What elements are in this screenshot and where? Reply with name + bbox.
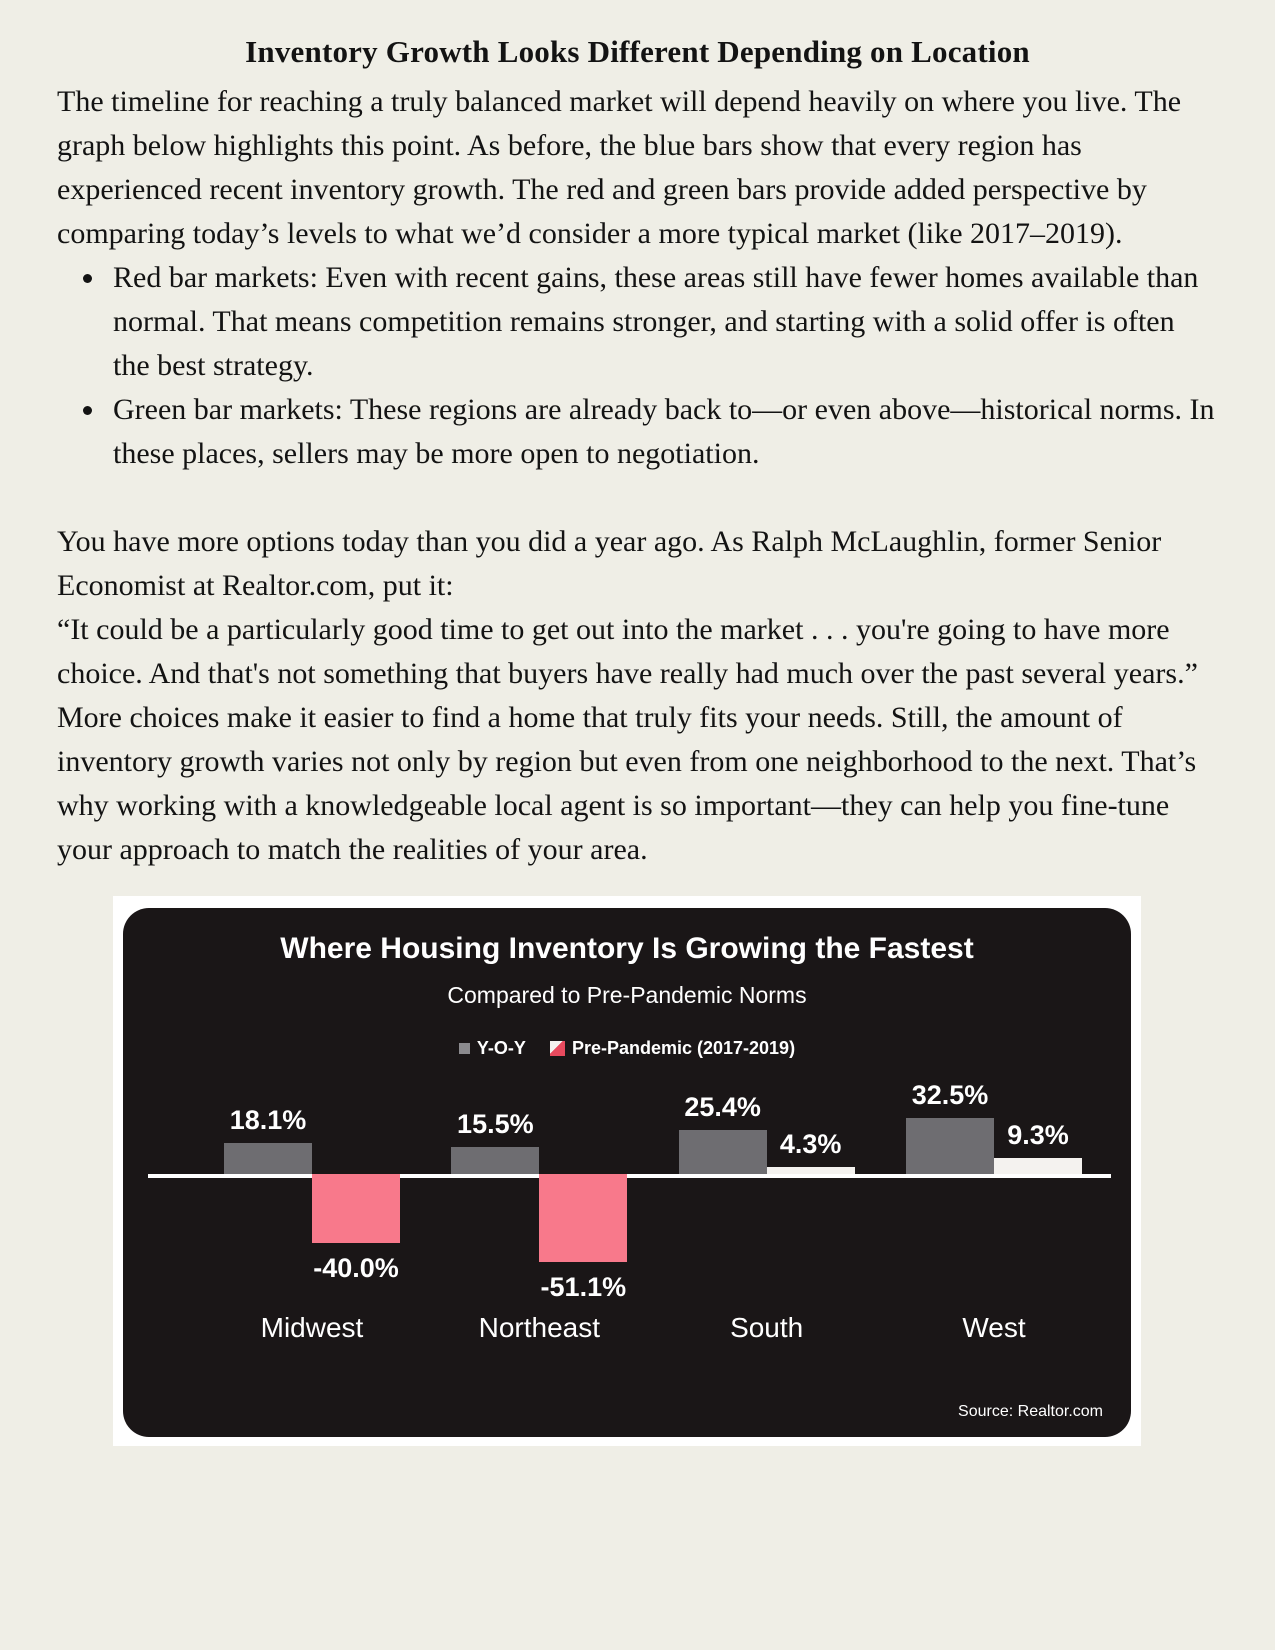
bar-value-label: -51.1% bbox=[540, 1271, 627, 1302]
bar bbox=[906, 1118, 994, 1174]
chart-title: Where Housing Inventory Is Growing the Fastest bbox=[280, 932, 974, 965]
bar bbox=[994, 1158, 1082, 1174]
inventory-chart bbox=[123, 908, 1131, 1437]
legend-item-prepandemic bbox=[550, 1038, 795, 1059]
bar-column bbox=[679, 1076, 767, 1300]
x-axis-label: Midwest bbox=[260, 1312, 364, 1343]
bar-value-label: -40.0% bbox=[313, 1252, 399, 1283]
list-item: • Green bar markets: These regions are already back to—or even above—historical norms. In these places, sellers may be more open to negotiation. bbox=[107, 388, 1218, 476]
article-title: Inventory Growth Looks Different Depending on Location bbox=[245, 34, 1030, 69]
bullet-list bbox=[57, 256, 1218, 476]
chart-plot bbox=[123, 1076, 1131, 1300]
prepandemic-legend-marker-icon bbox=[550, 1041, 565, 1056]
bar-value-label: 25.4% bbox=[684, 1092, 761, 1123]
bar bbox=[539, 1174, 627, 1262]
bar bbox=[224, 1143, 312, 1174]
bar-column bbox=[994, 1076, 1082, 1300]
bar bbox=[767, 1167, 855, 1174]
chart-legend bbox=[123, 1036, 1131, 1060]
yoy-legend-marker-icon bbox=[459, 1043, 470, 1054]
x-axis-label: Northeast bbox=[478, 1312, 601, 1343]
x-axis-label: South bbox=[730, 1312, 804, 1343]
chart-subtitle: Compared to Pre-Pandemic Norms bbox=[447, 982, 807, 1008]
body-paragraph: More choices make it easier to find a home that truly fits your needs. Still, the amount of inventory growth varies not only by region but even from one neighborhood to the next. That’s why working with a knowledgeable local agent is so important—they can help you fine-tune your approach to match the realities of your area. bbox=[57, 701, 1197, 866]
list-item: • Red bar markets: Even with recent gains, these areas still have fewer homes available than normal. That means competition remains stronger, and starting with a solid offer is often the best strategy. bbox=[107, 256, 1218, 388]
bar bbox=[312, 1174, 400, 1243]
bar-column bbox=[224, 1076, 312, 1300]
legend-item-yoy bbox=[459, 1038, 526, 1059]
chart-figure bbox=[113, 896, 1141, 1446]
bar-value-label: 9.3% bbox=[1007, 1120, 1069, 1151]
bar-column bbox=[539, 1076, 627, 1300]
bar-value-label: 15.5% bbox=[457, 1109, 534, 1140]
legend-label-prepandemic: Pre-Pandemic (2017-2019) bbox=[571, 1037, 796, 1058]
x-axis-label: West bbox=[962, 1312, 1026, 1343]
bar bbox=[451, 1147, 539, 1174]
bar-column bbox=[767, 1076, 855, 1300]
bar-value-label: 18.1% bbox=[229, 1104, 307, 1135]
bar-group bbox=[224, 1076, 400, 1300]
bar-group bbox=[451, 1076, 627, 1300]
intro-paragraph: The timeline for reaching a truly balanced market will depend heavily on where you live. The graph below highlights this point. As before, the blue bars show that every region has experienced recent inventory growth. The red and green bars provide added perspective by comparing today’s levels to what we’d consider a more typical market (like 2017–2019). bbox=[57, 85, 1182, 250]
bar-group bbox=[679, 1076, 855, 1300]
chart-source: Source: Realtor.com bbox=[958, 1403, 1103, 1420]
bar-value-label: 32.5% bbox=[911, 1080, 989, 1111]
bar-column bbox=[906, 1076, 994, 1300]
quote-paragraph: “It could be a particularly good time to get out into the market . . . you're going to have more choice. And that's not something that buyers have really had much over the past several years.” bbox=[57, 613, 1198, 690]
body-paragraph: You have more options today than you did a year ago. As Ralph McLaughlin, former Senior Economist at Realtor.com, put it: bbox=[57, 525, 1162, 602]
bar-column bbox=[451, 1076, 539, 1300]
bar-value-label: 4.3% bbox=[779, 1128, 842, 1159]
x-axis-labels bbox=[123, 1312, 1131, 1344]
bar-column bbox=[312, 1076, 400, 1300]
bar-group bbox=[906, 1076, 1082, 1300]
bar bbox=[679, 1130, 767, 1174]
legend-label-yoy: Y-O-Y bbox=[476, 1037, 526, 1058]
